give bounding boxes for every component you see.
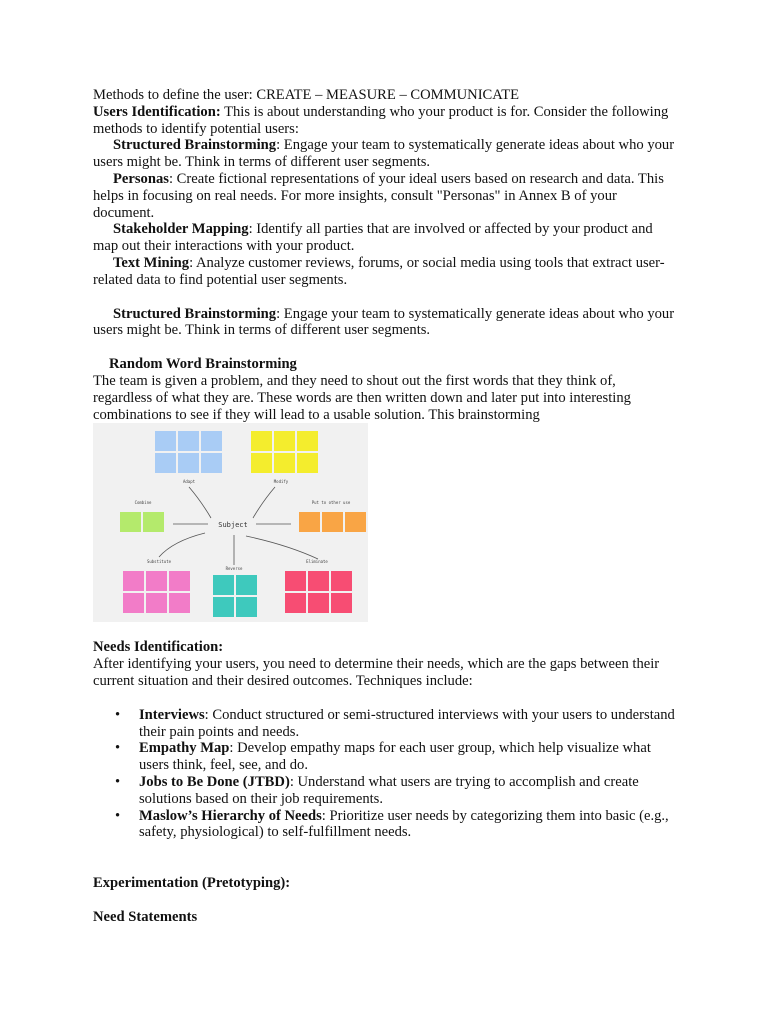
item-label: Jobs to Be Done (JTBD) <box>139 773 290 790</box>
method-text: : Engage your team to systematically generate ideas about who your users might be. Think in terms of different user segments. <box>93 137 675 171</box>
needs-heading <box>93 639 675 656</box>
sticky-note-teal <box>236 575 257 595</box>
method-text: : Create fictional representations of your ideal users based on research and data. This helps in focusing on real needs. For more insights, consult "Personas" in Annex B of your document. <box>93 170 664 221</box>
diagram-label-adapt: Adapt <box>182 479 196 485</box>
bullet-icon: • <box>115 706 121 723</box>
sticky-note-yellow <box>274 453 295 473</box>
sticky-note-teal <box>236 597 257 617</box>
sticky-note-red <box>308 571 329 591</box>
sticky-note-yellow <box>251 453 272 473</box>
structured-brainstorming-repeat <box>93 306 675 340</box>
sticky-note-orange <box>322 512 343 532</box>
sticky-note-blue <box>155 431 176 451</box>
random-word-heading <box>93 356 675 373</box>
needs-techniques-list <box>93 707 675 841</box>
list-item <box>115 773 675 808</box>
method-label: Structured Brainstorming <box>113 305 277 322</box>
sticky-note-pink <box>169 593 190 613</box>
method-text: : Analyze customer reviews, forums, or social media using tools that extract user-related data to find potential user segments. <box>93 254 665 288</box>
spacer <box>93 892 675 909</box>
sticky-note-blue <box>201 431 222 451</box>
sticky-note-pink <box>123 593 144 613</box>
method-text-mining <box>93 255 675 289</box>
sticky-note-green <box>120 512 141 532</box>
bullet-icon: • <box>115 807 121 824</box>
need-statements-heading <box>93 909 675 926</box>
diagram-center-subject: Subject <box>218 521 248 530</box>
method-personas <box>93 171 675 221</box>
method-text: : Identify all parties that are involved or affected by your product and map out their interactions with your product. <box>93 221 653 255</box>
sticky-note-blue <box>155 453 176 473</box>
sticky-note-yellow <box>274 431 295 451</box>
sticky-note-red <box>285 593 306 613</box>
users-identification-label: Users Identification: <box>93 103 221 120</box>
diagram-label-modify: Modify <box>273 479 289 485</box>
item-label: Maslow’s Hierarchy of Needs <box>139 807 322 824</box>
sticky-note-yellow <box>297 453 318 473</box>
sticky-note-red <box>285 571 306 591</box>
experimentation-heading <box>93 875 675 892</box>
diagram-label-eliminate: Eliminate <box>306 559 328 565</box>
spacer <box>93 289 675 306</box>
sticky-note-yellow <box>251 431 272 451</box>
sticky-note-orange <box>345 512 366 532</box>
bullet-icon: • <box>115 740 121 757</box>
spacer <box>93 841 675 858</box>
experimentation-heading-text: Experimentation (Pretotyping): <box>93 875 291 892</box>
item-label: Empathy Map <box>139 740 230 757</box>
spacer <box>93 858 675 875</box>
brainstorm-diagram-svg <box>93 423 368 622</box>
sticky-note-orange <box>299 512 320 532</box>
need-statements-heading-text: Need Statements <box>93 908 198 925</box>
item-text: : Understand what users are trying to accomplish and create solutions based on their job requirements. <box>139 773 639 807</box>
brainstorm-diagram <box>93 423 368 622</box>
method-label: Structured Brainstorming <box>113 137 277 154</box>
item-label: Interviews <box>139 706 205 723</box>
sticky-note-red <box>308 593 329 613</box>
sticky-note-pink <box>146 571 167 591</box>
sticky-note-green <box>143 512 164 532</box>
diagram-label-reverse: Reverse <box>225 566 243 572</box>
users-identification-text: This is about understanding who your product is for. Consider the following methods to identify potential users: <box>93 103 669 137</box>
needs-text: After identifying your users, you need to determine their needs, which are the gaps between their current situation and their desired outcomes. Techniques include: <box>93 656 660 689</box>
spacer <box>93 690 675 707</box>
method-stakeholder-mapping <box>93 221 675 255</box>
sticky-note-red <box>331 571 352 591</box>
method-label: Stakeholder Mapping <box>113 221 249 238</box>
bullet-icon: • <box>115 773 121 790</box>
users-identification-paragraph <box>93 104 675 138</box>
sticky-note-blue <box>178 431 199 451</box>
sticky-note-yellow <box>297 431 318 451</box>
sticky-note-pink <box>146 593 167 613</box>
sticky-note-blue <box>178 453 199 473</box>
method-text: : Engage your team to systematically generate ideas about who your users might be. Think in terms of different user segments. <box>93 305 675 339</box>
item-text: : Prioritize user needs by categorizing them into basic (e.g., safety, physiological) to self-fulfillment needs. <box>139 807 669 841</box>
method-label: Personas <box>113 170 169 187</box>
document-body <box>93 87 675 926</box>
spacer <box>93 339 675 356</box>
sticky-note-red <box>331 593 352 613</box>
random-word-text: The team is given a problem, and they need to shout out the first words that they think of, regardless of what they are. These words are then written down and later put into interesting combinations to see if they will lead to a usable solution. This brainstorming <box>93 372 631 423</box>
sticky-note-teal <box>213 575 234 595</box>
random-word-heading-text: Random Word Brainstorming <box>109 356 297 373</box>
method-structured-brainstorming <box>93 137 675 171</box>
list-item <box>115 740 675 774</box>
needs-heading-text: Needs Identification: <box>93 639 224 656</box>
sticky-note-blue <box>201 453 222 473</box>
header-line: Methods to define the user: CREATE – MEASURE – COMMUNICATE <box>93 87 520 103</box>
item-text: : Develop empathy maps for each user group, which help visualize what users think, feel, see, and do. <box>139 740 651 774</box>
sticky-note-pink <box>169 571 190 591</box>
spacer <box>93 622 675 639</box>
list-item <box>115 706 675 741</box>
method-label: Text Mining <box>113 254 190 271</box>
diagram-label-combine: Combine <box>134 500 152 506</box>
item-text: : Conduct structured or semi-structured interviews with your users to understand their pain points and needs. <box>139 706 675 740</box>
sticky-note-pink <box>123 571 144 591</box>
sticky-note-teal <box>213 597 234 617</box>
diagram-label-substitute: Substitute <box>146 559 172 565</box>
list-item <box>115 807 675 842</box>
diagram-label-put-to-other-use: Put to other use <box>311 500 351 506</box>
